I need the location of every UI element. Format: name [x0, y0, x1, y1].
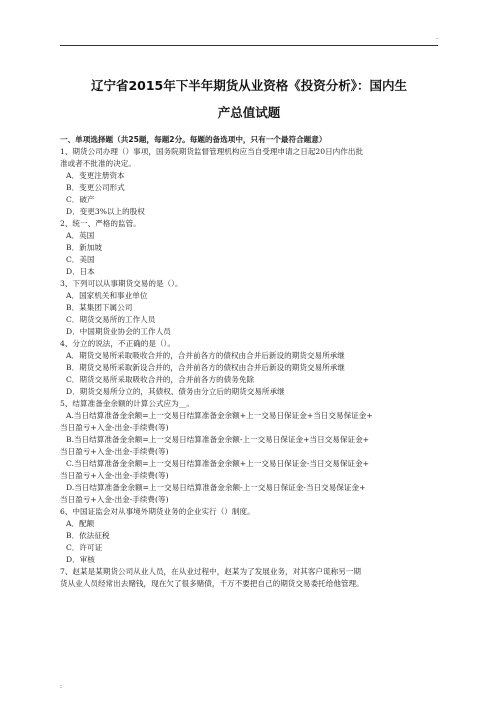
- header-rule: [60, 45, 438, 46]
- answer-option: C．期货交易所的工作人员: [66, 315, 156, 324]
- question-text: 3、下列可以从事期货交易的是（）。: [60, 279, 183, 288]
- answer-option: A．配额: [66, 519, 95, 528]
- question-text: 5、结算准备金余额的计算公式应为__。: [60, 399, 194, 408]
- answer-option: C．期货交易所采取吸收合并的，合并前各方的债务免除: [66, 375, 255, 384]
- question-text: 2、统一、严格的监管。: [60, 219, 141, 228]
- answer-option: C．美国: [66, 255, 95, 264]
- question-text: 当日盈亏+入金-出金-手续费(等): [60, 471, 169, 480]
- document-body: [60, 134, 438, 590]
- answer-option: D．期货交易所分立的，其债权、债务由分立后的期货交易所承继: [66, 387, 285, 396]
- section-heading: 一、单项选择题（共25题，每题2分。每题的备选项中，只有一个最符合题意）: [60, 135, 327, 144]
- answer-option: B．变更公司形式: [66, 183, 125, 192]
- answer-option: C．破产: [66, 195, 95, 204]
- question-text: 当日盈亏+入金-出金-手续费(等): [60, 495, 169, 504]
- document-title-line-2: 产总值试题: [217, 105, 281, 120]
- answer-option: D．日本: [66, 267, 95, 276]
- answer-option: B．某集团下属公司: [66, 303, 133, 312]
- answer-option: A.当日结算准备金余额=上一交易日结算准备金余额+上一交易日保证金+当日交易保证金+: [66, 411, 373, 420]
- answer-option: B．新加坡: [66, 243, 102, 252]
- answer-option: B．依法征税: [66, 531, 110, 540]
- answer-option: A．英国: [66, 231, 95, 240]
- answer-option: B．期货交易所采取新设合并的，合并前各方的债权由合并后新设的期货交易所承继: [66, 363, 345, 372]
- header-mark: .: [436, 34, 438, 41]
- answer-option: A．期货交易所采取吸收合并的，合并前各方的债权由合并后新设的期货交易所承继: [66, 351, 345, 360]
- answer-option: D.当日结算准备金余额=上一交易日结算准备金余额-上一交易日保证金-当日交易保证金+: [66, 483, 366, 492]
- answer-option: A．国家机关和事业单位: [66, 291, 148, 300]
- question-text: 6、中国证监会对从事境外期货业务的企业实行（）制度。: [60, 507, 255, 516]
- question-lines: [60, 146, 438, 590]
- question-text: 4、分立的说法，不正确的是（）。: [60, 339, 175, 348]
- answer-option: D．审核: [66, 555, 95, 564]
- question-text: 7、赵某是某期货公司从业人员，在从业过程中，赵某为了发展业务，对其客户谎称另一期: [60, 567, 361, 576]
- document-title-line-1: 辽宁省2015年下半年期货从业资格《投资分析》：国内生: [90, 78, 408, 93]
- answer-option: C.当日结算准备金余额=上一交易日结算准备金余额+上一交易日保证金-当日交易保证金+: [66, 459, 369, 468]
- question-text: 1、期货公司办理（）事项，国务院期货监督管理机构应当自受理申请之日起20日内作出批: [60, 147, 364, 156]
- question-text: 当日盈亏+入金-出金-手续费(等): [60, 447, 169, 456]
- answer-option: D．变更3%以上的股权: [66, 207, 145, 216]
- question-text: 货从业人员经常出去赌钱，现在欠了很多赌债，千万不要把自己的期货交易委托给他管理。: [60, 579, 364, 588]
- answer-option: C．许可证: [66, 543, 103, 552]
- question-text: 当日盈亏+入金-出金-手续费(等): [60, 423, 169, 432]
- question-text: 准或者不批准的决定。: [60, 159, 136, 168]
- footer-mark: :: [60, 683, 63, 690]
- answer-option: D．中国期货业协会的工作人员: [66, 327, 171, 336]
- answer-option: A．变更注册资本: [66, 171, 125, 180]
- answer-option: B.当日结算准备金余额=上一交易日结算准备金余额-上一交易日保证金+当日交易保证金+: [66, 435, 370, 444]
